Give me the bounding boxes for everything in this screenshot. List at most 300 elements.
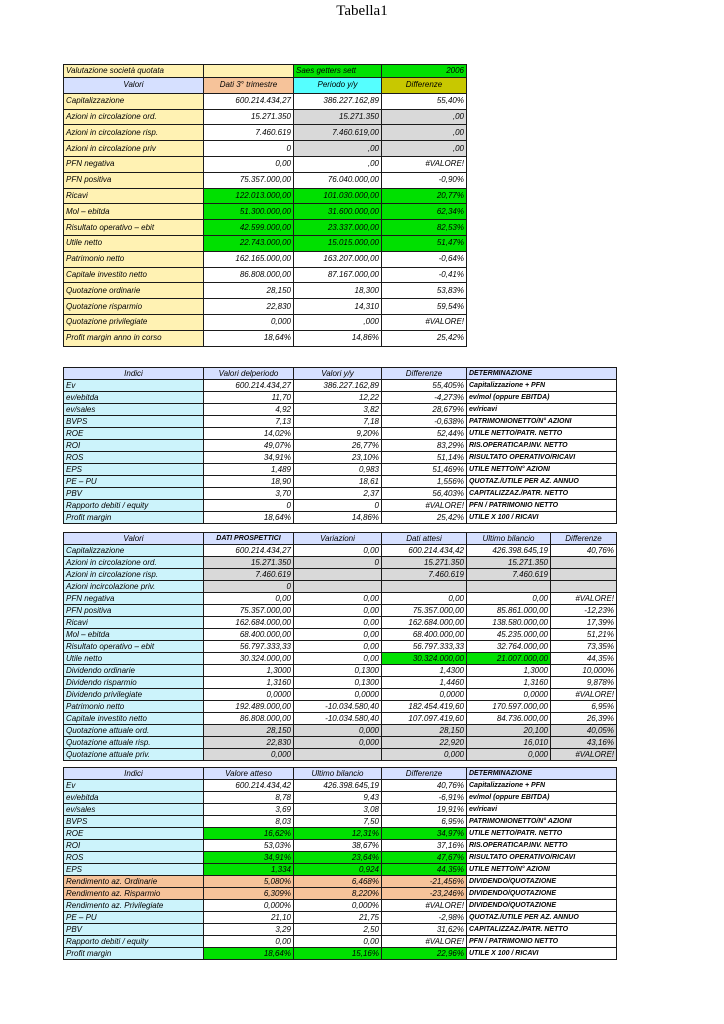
table-title-cell: Valutazione società quotata xyxy=(64,65,204,78)
value-cell: 162.684.000,00 xyxy=(382,617,467,629)
value-cell: 23,10% xyxy=(294,452,382,464)
value-cell xyxy=(294,569,382,581)
value-cell: 0,00 xyxy=(294,605,382,617)
value-cell: 21,10 xyxy=(204,912,294,924)
table-row xyxy=(64,204,467,220)
table-row xyxy=(64,512,617,524)
table-row xyxy=(64,617,617,629)
row-label: Azioni in circolazione ord. xyxy=(64,109,204,125)
value-cell: 55,40% xyxy=(382,93,467,109)
table-row xyxy=(64,156,467,172)
column-header: DETERMINAZIONE xyxy=(467,768,617,780)
value-cell: 7.460.619 xyxy=(467,569,551,581)
valuation-table xyxy=(63,64,467,347)
row-label: Quotazione risparmio xyxy=(64,299,204,315)
value-cell: 0,983 xyxy=(294,464,382,476)
value-cell: 0,00 xyxy=(204,593,294,605)
value-cell: 3,08 xyxy=(294,804,382,816)
determination-cell: PATRIMONIONETTO/N° AZIONI xyxy=(467,416,617,428)
column-header: Periodo y/y xyxy=(294,78,382,94)
value-cell: #VALORE! xyxy=(382,900,467,912)
row-label: Profit margin anno in corso xyxy=(64,330,204,346)
row-label: Capitale investito netto xyxy=(64,713,204,725)
value-cell: 107.097.419,60 xyxy=(382,713,467,725)
value-cell: 15,16% xyxy=(294,948,382,960)
table-row xyxy=(64,780,617,792)
table-row xyxy=(64,936,617,948)
indices-table xyxy=(63,367,617,524)
row-label: ROI xyxy=(64,840,204,852)
table-row xyxy=(64,737,617,749)
row-label: Patrimonio netto xyxy=(64,701,204,713)
row-label: Azioni in circolazione risp. xyxy=(64,125,204,141)
value-cell: 86.808.000,00 xyxy=(204,267,294,283)
value-cell: #VALORE! xyxy=(382,936,467,948)
value-cell: 14,86% xyxy=(294,330,382,346)
value-cell: 7.460.619 xyxy=(204,569,294,581)
column-header: Valore atteso xyxy=(204,768,294,780)
row-label: Quotazione attuale risp. xyxy=(64,737,204,749)
value-cell: 51,47% xyxy=(382,235,467,251)
value-cell: 2,37 xyxy=(294,488,382,500)
column-header: Variazioni xyxy=(294,533,382,545)
row-label: Risultato operativo – ebit xyxy=(64,220,204,236)
value-cell: 49,07% xyxy=(204,440,294,452)
value-cell: 16,62% xyxy=(204,828,294,840)
value-cell: 0,924 xyxy=(294,864,382,876)
value-cell: 12,31% xyxy=(294,828,382,840)
value-cell: 30.324.000,00 xyxy=(204,653,294,665)
determination-cell: DIVIDENDO/QUOTAZIONE xyxy=(467,876,617,888)
value-cell: 25,42% xyxy=(382,512,467,524)
value-cell: 0,000 xyxy=(467,749,551,761)
column-header: Valori delperiodo xyxy=(204,368,294,380)
value-cell: -0,90% xyxy=(382,172,467,188)
value-cell: -23,246% xyxy=(382,888,467,900)
row-label: Dividendo ordinarie xyxy=(64,665,204,677)
column-header: Dati 3° trimestre xyxy=(204,78,294,94)
table-title-cell xyxy=(204,65,294,78)
row-label: PBV xyxy=(64,924,204,936)
value-cell: 56,403% xyxy=(382,488,467,500)
determination-cell: DIVIDENDO/QUOTAZIONE xyxy=(467,900,617,912)
row-label: ev/ebitda xyxy=(64,792,204,804)
table-row xyxy=(64,557,617,569)
value-cell: 0,1300 xyxy=(294,665,382,677)
row-label: PFN negativa xyxy=(64,593,204,605)
value-cell: 56.797.333,33 xyxy=(204,641,294,653)
value-cell: #VALORE! xyxy=(382,156,467,172)
table-title-cell: Saes getters sett xyxy=(294,65,382,78)
value-cell: 6,309% xyxy=(204,888,294,900)
table-row xyxy=(64,804,617,816)
value-cell: 3,70 xyxy=(204,488,294,500)
value-cell: 25,42% xyxy=(382,330,467,346)
table-row xyxy=(64,792,617,804)
value-cell: 15.015.000,00 xyxy=(294,235,382,251)
table-row xyxy=(64,452,617,464)
value-cell: 32.764.000,00 xyxy=(467,641,551,653)
value-cell: 170.597.000,00 xyxy=(467,701,551,713)
row-label: Capitalizzazione xyxy=(64,545,204,557)
value-cell: 600.214.434,27 xyxy=(204,93,294,109)
value-cell: 53,03% xyxy=(204,840,294,852)
determination-cell: ev/ricavi xyxy=(467,804,617,816)
value-cell: 21.007.000,00 xyxy=(467,653,551,665)
value-cell: 7.460.619,00 xyxy=(294,125,382,141)
value-cell: 14,02% xyxy=(204,428,294,440)
value-cell: 51,14% xyxy=(382,452,467,464)
row-label: Patrimonio netto xyxy=(64,251,204,267)
determination-cell: DIVIDENDO/QUOTAZIONE xyxy=(467,888,617,900)
value-cell: 28,150 xyxy=(204,725,294,737)
table-row xyxy=(64,864,617,876)
row-label: Rapporto debiti / equity xyxy=(64,500,204,512)
value-cell: 22.743.000,00 xyxy=(204,235,294,251)
table-row xyxy=(64,392,617,404)
value-cell: 386.227.162,89 xyxy=(294,380,382,392)
table-row xyxy=(64,125,467,141)
value-cell: #VALORE! xyxy=(551,593,617,605)
table-row xyxy=(64,581,617,593)
table-row xyxy=(64,689,617,701)
column-header: Differenze xyxy=(551,533,617,545)
value-cell: -4,273% xyxy=(382,392,467,404)
value-cell: 0,00 xyxy=(294,545,382,557)
value-cell: 23,64% xyxy=(294,852,382,864)
value-cell: 82,53% xyxy=(382,220,467,236)
row-label: Utile netto xyxy=(64,653,204,665)
row-label: Capitale investito netto xyxy=(64,267,204,283)
value-cell: 138.580.000,00 xyxy=(467,617,551,629)
value-cell: 26,77% xyxy=(294,440,382,452)
value-cell: 0,000% xyxy=(204,900,294,912)
value-cell: 44,35% xyxy=(382,864,467,876)
column-header: Indici xyxy=(64,368,204,380)
value-cell: 26,39% xyxy=(551,713,617,725)
value-cell: 1,489 xyxy=(204,464,294,476)
value-cell: 15.271.350 xyxy=(204,557,294,569)
value-cell: 14,86% xyxy=(294,512,382,524)
value-cell: 18,64% xyxy=(204,330,294,346)
value-cell: 83,29% xyxy=(382,440,467,452)
row-label: Dividendo risparmio xyxy=(64,677,204,689)
prospective-table xyxy=(63,532,617,761)
value-cell: 28,150 xyxy=(204,283,294,299)
value-cell: 8,220% xyxy=(294,888,382,900)
column-header: Differenze xyxy=(382,768,467,780)
row-label: ROE xyxy=(64,428,204,440)
value-cell: 56.797.333,33 xyxy=(382,641,467,653)
determination-cell: QUOTAZ./UTILE PER AZ. ANNUO xyxy=(467,476,617,488)
value-cell: ,00 xyxy=(382,141,467,157)
table-row xyxy=(64,330,467,346)
value-cell: 6,95% xyxy=(551,701,617,713)
determination-cell: UTILE X 100 / RICAVI xyxy=(467,948,617,960)
value-cell: #VALORE! xyxy=(382,500,467,512)
row-label: Profit margin xyxy=(64,948,204,960)
value-cell: 42.599.000,00 xyxy=(204,220,294,236)
row-label: Ev xyxy=(64,380,204,392)
value-cell: 55,405% xyxy=(382,380,467,392)
expected-indices-table-body xyxy=(64,780,617,960)
value-cell: 182.454.419,60 xyxy=(382,701,467,713)
value-cell: 101.030.000,00 xyxy=(294,188,382,204)
value-cell: 162.684.000,00 xyxy=(204,617,294,629)
value-cell: 0,00 xyxy=(294,641,382,653)
value-cell: 62,34% xyxy=(382,204,467,220)
value-cell: 0,0000 xyxy=(204,689,294,701)
value-cell: 45.235.000,00 xyxy=(467,629,551,641)
value-cell: 0 xyxy=(294,500,382,512)
row-label: PFN positiva xyxy=(64,605,204,617)
row-label: Azioni in circolazione risp. xyxy=(64,569,204,581)
value-cell: -21,456% xyxy=(382,876,467,888)
table-row xyxy=(64,172,467,188)
table-row xyxy=(64,428,617,440)
value-cell: 40,05% xyxy=(551,725,617,737)
value-cell: 87.167.000,00 xyxy=(294,267,382,283)
value-cell: 75.357.000,00 xyxy=(382,605,467,617)
value-cell: 51.300.000,00 xyxy=(204,204,294,220)
table-row xyxy=(64,267,467,283)
value-cell: 0,00 xyxy=(294,629,382,641)
table-row xyxy=(64,220,467,236)
table-row xyxy=(64,816,617,828)
value-cell: 47,67% xyxy=(382,852,467,864)
value-cell: 11,70 xyxy=(204,392,294,404)
value-cell: 0 xyxy=(204,141,294,157)
row-label: Mol – ebitda xyxy=(64,629,204,641)
value-cell: 31.600.000,00 xyxy=(294,204,382,220)
row-label: ev/sales xyxy=(64,404,204,416)
table-row xyxy=(64,500,617,512)
value-cell: 53,83% xyxy=(382,283,467,299)
determination-cell: RIS.OPERATICAP.INV. NETTO xyxy=(467,440,617,452)
value-cell: 18,90 xyxy=(204,476,294,488)
value-cell: ,00 xyxy=(294,141,382,157)
value-cell: #VALORE! xyxy=(382,314,467,330)
value-cell: 68.400.000,00 xyxy=(204,629,294,641)
value-cell: 0,0000 xyxy=(294,689,382,701)
value-cell: -0,638% xyxy=(382,416,467,428)
table-row xyxy=(64,569,617,581)
value-cell: ,00 xyxy=(382,109,467,125)
value-cell: 0,000 xyxy=(204,314,294,330)
value-cell: 1,556% xyxy=(382,476,467,488)
value-cell: 3,69 xyxy=(204,804,294,816)
row-label: ROE xyxy=(64,828,204,840)
value-cell: ,000 xyxy=(294,314,382,330)
row-label: Rendimento az. Ordinarie xyxy=(64,876,204,888)
value-cell: 12,22 xyxy=(294,392,382,404)
table-row xyxy=(64,235,467,251)
value-cell: 15.271.350 xyxy=(382,557,467,569)
table-row xyxy=(64,141,467,157)
table-title-cell: 2006 xyxy=(382,65,467,78)
table-row xyxy=(64,852,617,864)
table-row xyxy=(64,251,467,267)
determination-cell: Capitalizzazione + PFN xyxy=(467,380,617,392)
value-cell: 6,468% xyxy=(294,876,382,888)
value-cell: 44,35% xyxy=(551,653,617,665)
row-label: Azioni incircolazione priv. xyxy=(64,581,204,593)
value-cell: 0,000 xyxy=(294,725,382,737)
row-label: PE – PU xyxy=(64,476,204,488)
value-cell: 34,91% xyxy=(204,852,294,864)
value-cell: 0,0000 xyxy=(467,689,551,701)
column-header: DETERMINAZIONE xyxy=(467,368,617,380)
row-label: Ev xyxy=(64,780,204,792)
row-label: ev/ebitda xyxy=(64,392,204,404)
table-row xyxy=(64,440,617,452)
value-cell: -2,98% xyxy=(382,912,467,924)
column-header: Ultimo bilancio xyxy=(467,533,551,545)
table-row xyxy=(64,109,467,125)
value-cell: 7,50 xyxy=(294,816,382,828)
value-cell: 1,334 xyxy=(204,864,294,876)
value-cell: 0,000 xyxy=(382,749,467,761)
value-cell: 59,54% xyxy=(382,299,467,315)
table-row xyxy=(64,653,617,665)
value-cell: 426.398.645,19 xyxy=(294,780,382,792)
value-cell: 0,000 xyxy=(294,737,382,749)
value-cell: 0,1300 xyxy=(294,677,382,689)
table-row xyxy=(64,593,617,605)
row-label: ROI xyxy=(64,440,204,452)
value-cell: 34,91% xyxy=(204,452,294,464)
row-label: Mol – ebitda xyxy=(64,204,204,220)
value-cell: 0,00 xyxy=(204,936,294,948)
table-row xyxy=(64,840,617,852)
determination-cell: CAPITALIZZAZ./PATR. NETTO xyxy=(467,924,617,936)
table-row xyxy=(64,912,617,924)
value-cell: 0 xyxy=(204,500,294,512)
valuation-table-body xyxy=(64,93,467,346)
value-cell: 426.398.645,19 xyxy=(467,545,551,557)
value-cell: 23.337.000,00 xyxy=(294,220,382,236)
expected-indices-table xyxy=(63,767,617,960)
value-cell: 600.214.434,27 xyxy=(204,545,294,557)
value-cell: 1,4300 xyxy=(382,665,467,677)
table-row xyxy=(64,283,467,299)
value-cell xyxy=(294,581,382,593)
value-cell xyxy=(382,581,467,593)
column-header: DATI PROSPETTICI xyxy=(204,533,294,545)
column-header: Indici xyxy=(64,768,204,780)
row-label: Risultato operativo – ebit xyxy=(64,641,204,653)
value-cell: 0 xyxy=(204,581,294,593)
value-cell: 192.489.000,00 xyxy=(204,701,294,713)
row-label: BVPS xyxy=(64,816,204,828)
prospective-table-body xyxy=(64,545,617,761)
determination-cell: Capitalizzazione + PFN xyxy=(467,780,617,792)
value-cell: 9,20% xyxy=(294,428,382,440)
table-row xyxy=(64,641,617,653)
value-cell: 3,29 xyxy=(204,924,294,936)
row-label: Ricavi xyxy=(64,188,204,204)
value-cell: 8,03 xyxy=(204,816,294,828)
value-cell: 1,3160 xyxy=(204,677,294,689)
value-cell: 15.271.350 xyxy=(204,109,294,125)
determination-cell: PFN / PATRIMONIO NETTO xyxy=(467,500,617,512)
value-cell: 1,3160 xyxy=(467,677,551,689)
value-cell xyxy=(551,557,617,569)
table-row xyxy=(64,545,617,557)
row-label: Dividendo privilegiate xyxy=(64,689,204,701)
value-cell: 34,97% xyxy=(382,828,467,840)
row-label: Rendimento az. Privilegiate xyxy=(64,900,204,912)
determination-cell: UTILE NETTO/PATR. NETTO xyxy=(467,428,617,440)
value-cell: 0,000% xyxy=(294,900,382,912)
value-cell: 7,18 xyxy=(294,416,382,428)
value-cell: 1,3000 xyxy=(467,665,551,677)
value-cell: 0 xyxy=(294,557,382,569)
value-cell: 0,00 xyxy=(294,653,382,665)
column-header: Valori y/y xyxy=(294,368,382,380)
value-cell: 30.324.000,00 xyxy=(382,653,467,665)
row-label: ROS xyxy=(64,852,204,864)
value-cell xyxy=(551,569,617,581)
value-cell: 43,16% xyxy=(551,737,617,749)
value-cell: 20,77% xyxy=(382,188,467,204)
value-cell: 600.214.434,42 xyxy=(382,545,467,557)
value-cell: 0,00 xyxy=(467,593,551,605)
value-cell: 7.460.619 xyxy=(204,125,294,141)
value-cell: 16,010 xyxy=(467,737,551,749)
value-cell: 9,878% xyxy=(551,677,617,689)
value-cell xyxy=(551,581,617,593)
value-cell: 7,13 xyxy=(204,416,294,428)
value-cell: 51,21% xyxy=(551,629,617,641)
value-cell: ,00 xyxy=(294,156,382,172)
table-row xyxy=(64,488,617,500)
table-row xyxy=(64,888,617,900)
row-label: Quotazione attuale priv. xyxy=(64,749,204,761)
table-row xyxy=(64,677,617,689)
value-cell: 15.271.350 xyxy=(467,557,551,569)
determination-cell: ev/ricavi xyxy=(467,404,617,416)
value-cell: 8,78 xyxy=(204,792,294,804)
table-row xyxy=(64,404,617,416)
determination-cell: PATRIMONIONETTO/N° AZIONI xyxy=(467,816,617,828)
value-cell: 18,61 xyxy=(294,476,382,488)
row-label: PFN positiva xyxy=(64,172,204,188)
value-cell: 0,00 xyxy=(382,593,467,605)
row-label: Quotazione ordinarie xyxy=(64,283,204,299)
value-cell: -10.034.580,40 xyxy=(294,701,382,713)
value-cell: 75.357.000,00 xyxy=(204,172,294,188)
value-cell: 31,62% xyxy=(382,924,467,936)
table-row xyxy=(64,464,617,476)
value-cell: 0,000 xyxy=(204,749,294,761)
value-cell: 68.400.000,00 xyxy=(382,629,467,641)
value-cell: 122.013.000,00 xyxy=(204,188,294,204)
value-cell: -12,23% xyxy=(551,605,617,617)
column-header: Dati attesi xyxy=(382,533,467,545)
value-cell: 84.736.000,00 xyxy=(467,713,551,725)
column-header: Ultimo bilancio xyxy=(294,768,382,780)
determination-cell: ev/mol (oppure EBITDA) xyxy=(467,792,617,804)
row-label: EPS xyxy=(64,464,204,476)
value-cell: 37,16% xyxy=(382,840,467,852)
value-cell: 18,300 xyxy=(294,283,382,299)
row-label: Quotazione privilegiate xyxy=(64,314,204,330)
determination-cell: CAPITALIZZAZ./PATR. NETTO xyxy=(467,488,617,500)
value-cell: 14,310 xyxy=(294,299,382,315)
value-cell: 52,44% xyxy=(382,428,467,440)
value-cell: 163.207.000,00 xyxy=(294,251,382,267)
